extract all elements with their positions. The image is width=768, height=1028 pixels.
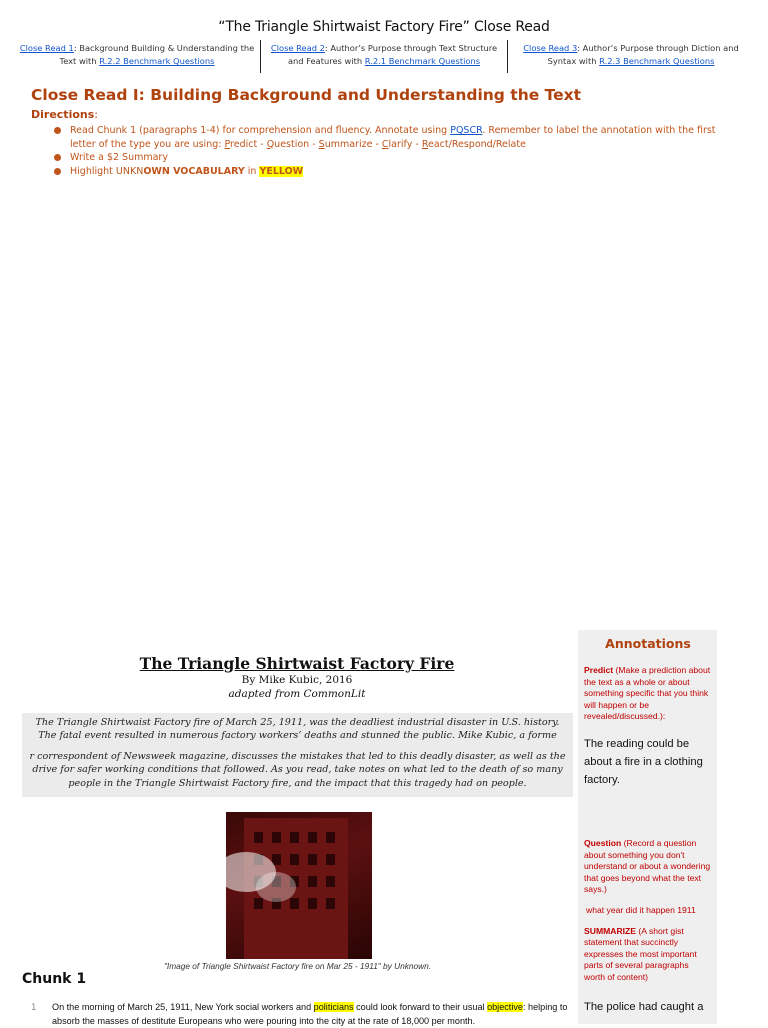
section-heading: Close Read I: Building Background and Understanding the Text — [31, 86, 582, 104]
pqscr-word: uestion — [274, 138, 310, 150]
window — [308, 832, 317, 843]
directions-colon: : — [94, 108, 98, 121]
chunk-heading: Chunk 1 — [22, 971, 87, 987]
pqscr-word: ummarize — [324, 138, 373, 150]
close-read-2-link[interactable]: Close Read 2 — [270, 43, 325, 53]
r22-benchmark-link[interactable]: R.2.2 Benchmark Questions — [99, 56, 215, 66]
summarize-answer[interactable]: The police had caught a — [584, 1000, 704, 1013]
article-title-text: The Triangle Shirtwaist Factory Fire — [139, 654, 455, 673]
separator: - — [257, 138, 267, 150]
window — [254, 832, 263, 843]
window — [308, 876, 317, 887]
separator: - — [412, 138, 422, 150]
line-number: 1 — [31, 1003, 37, 1013]
close-read-1-link[interactable]: Close Read 1 — [19, 43, 74, 53]
image-caption: "Image of Triangle Shirtwaist Factory fire on Mar 25 - 1911" by Unknown. — [163, 961, 432, 971]
question-answer[interactable]: what year did it happen 1911 — [586, 904, 696, 915]
nav-close-read-2 — [260, 40, 507, 73]
vocab-highlight: objective — [487, 1002, 523, 1012]
factory-fire-photo — [226, 812, 372, 959]
r21-benchmark-link[interactable]: R.2.1 Benchmark Questions — [364, 56, 481, 66]
window — [290, 832, 299, 843]
window — [308, 898, 317, 909]
annotations-panel — [578, 630, 717, 1024]
pqscr-letter-q: Q — [266, 138, 275, 150]
close-read-3-link[interactable]: Close Read 3 — [523, 43, 578, 53]
paragraph-text: could look forward to their usual — [353, 1002, 488, 1012]
article-title — [22, 654, 572, 673]
window — [326, 854, 335, 865]
question-label: Question — [584, 837, 622, 848]
paragraph-text: On the morning of March 25, 1911, New York social workers and — [52, 1002, 314, 1012]
article-source: adapted from CommonLit — [228, 688, 366, 700]
paragraph-text: : helping to absorb the masses of destitute Europeans who were pouring into the city at the rate of 18,000 per month. — [52, 1002, 568, 1026]
annotation-gap — [584, 917, 712, 926]
direction-text: in — [244, 165, 260, 177]
direction-text: . Remember to label the annotation with the first letter of the type you are using: — [70, 125, 716, 150]
direction-text: Highlight UNKN — [70, 165, 144, 177]
nav-description: : Author’s Purpose through Diction and Syntax with — [547, 43, 739, 66]
intro-paragraph: r correspondent of Newsweek magazine, discusses the mistakes that led to this deadly disaster, as well as the drive for safer working conditions that followed. As you read, take notes on what led to the death of so many people in the Triangle Shirtwaist Factory fire, and the impact that this tragedy had on people. — [29, 750, 566, 789]
nav-close-read-1 — [14, 40, 260, 73]
pqscr-link[interactable]: PQSCR — [450, 125, 483, 136]
r23-benchmark-link[interactable]: R.2.3 Benchmark Questions — [599, 56, 715, 66]
close-read-nav — [14, 40, 754, 73]
question-prompt — [584, 838, 712, 896]
annotations-heading: Annotations — [605, 636, 691, 651]
predict-prompt — [584, 665, 712, 723]
directions-list — [53, 124, 743, 178]
directions-label — [31, 108, 98, 121]
direction-text: Read Chunk 1 (paragraphs 1-4) for comprehension and fluency. Annotate using — [70, 125, 451, 136]
summarize-prompt — [584, 926, 712, 984]
separator: - — [372, 138, 382, 150]
annotation-gap — [584, 789, 712, 838]
direction-item-summary: Write a $2 Summary — [53, 151, 743, 165]
pqscr-letter-s: S — [318, 138, 325, 150]
vocab-highlight: politicians — [313, 1002, 354, 1012]
pqscr-word: larify — [388, 138, 413, 150]
direction-item-highlight — [53, 165, 743, 179]
summarize-label: SUMMARIZE — [584, 925, 637, 936]
window — [272, 832, 281, 843]
question-hint: (Record a question about something you don't understand or about a wondering that goes beyond what the text says.) — [584, 837, 711, 895]
window — [326, 898, 335, 909]
smoke-plume — [256, 872, 296, 902]
nav-description: : Author’s Purpose through Text Structure and Features with — [287, 43, 498, 66]
window — [290, 898, 299, 909]
predict-label: Predict — [584, 665, 614, 675]
predict-hint: (Make a prediction about the text as a whole or about something specific that you think will happen or be revealed/discussed.): — [584, 665, 711, 722]
window — [308, 854, 317, 865]
window — [290, 854, 299, 865]
pqscr-word: eact/Respond/Relate — [428, 138, 526, 150]
document-title: “The Triangle Shirtwaist Factory Fire” Close Read — [218, 19, 550, 35]
yellow-highlight-word: YELLOW — [259, 165, 304, 177]
pqscr-letter-c: C — [381, 138, 389, 150]
pqscr-letter-r: R — [421, 138, 428, 150]
direction-text-bold: OWN VOCABULARY — [143, 165, 245, 177]
direction-item-read — [53, 124, 743, 151]
directions-label-text: Directions — [31, 108, 95, 121]
window — [326, 876, 335, 887]
article-introduction — [22, 713, 573, 797]
separator: - — [309, 138, 319, 150]
intro-paragraph: The Triangle Shirtwaist Factory fire of March 25, 1911, was the deadliest industrial disaster in U.S. history. The fatal event resulted in numerous factory workers’ deaths and stunned the public. Mike Kubic, a forme — [35, 717, 560, 742]
predict-answer[interactable]: The reading could be about a fire in a clothing factory. — [584, 737, 703, 786]
summarize-hint: (A short gist statement that succinctly expresses the most important parts of several paragraphs worth of content) — [584, 925, 697, 982]
pqscr-letter-p: P — [224, 138, 231, 150]
nav-description: : Background Building & Understanding the Text with — [59, 43, 255, 66]
article-byline: By Mike Kubic, 2016 — [241, 674, 353, 686]
window — [254, 898, 263, 909]
window — [326, 832, 335, 843]
nav-close-read-3 — [507, 40, 754, 73]
pqscr-word: redict — [230, 138, 258, 150]
